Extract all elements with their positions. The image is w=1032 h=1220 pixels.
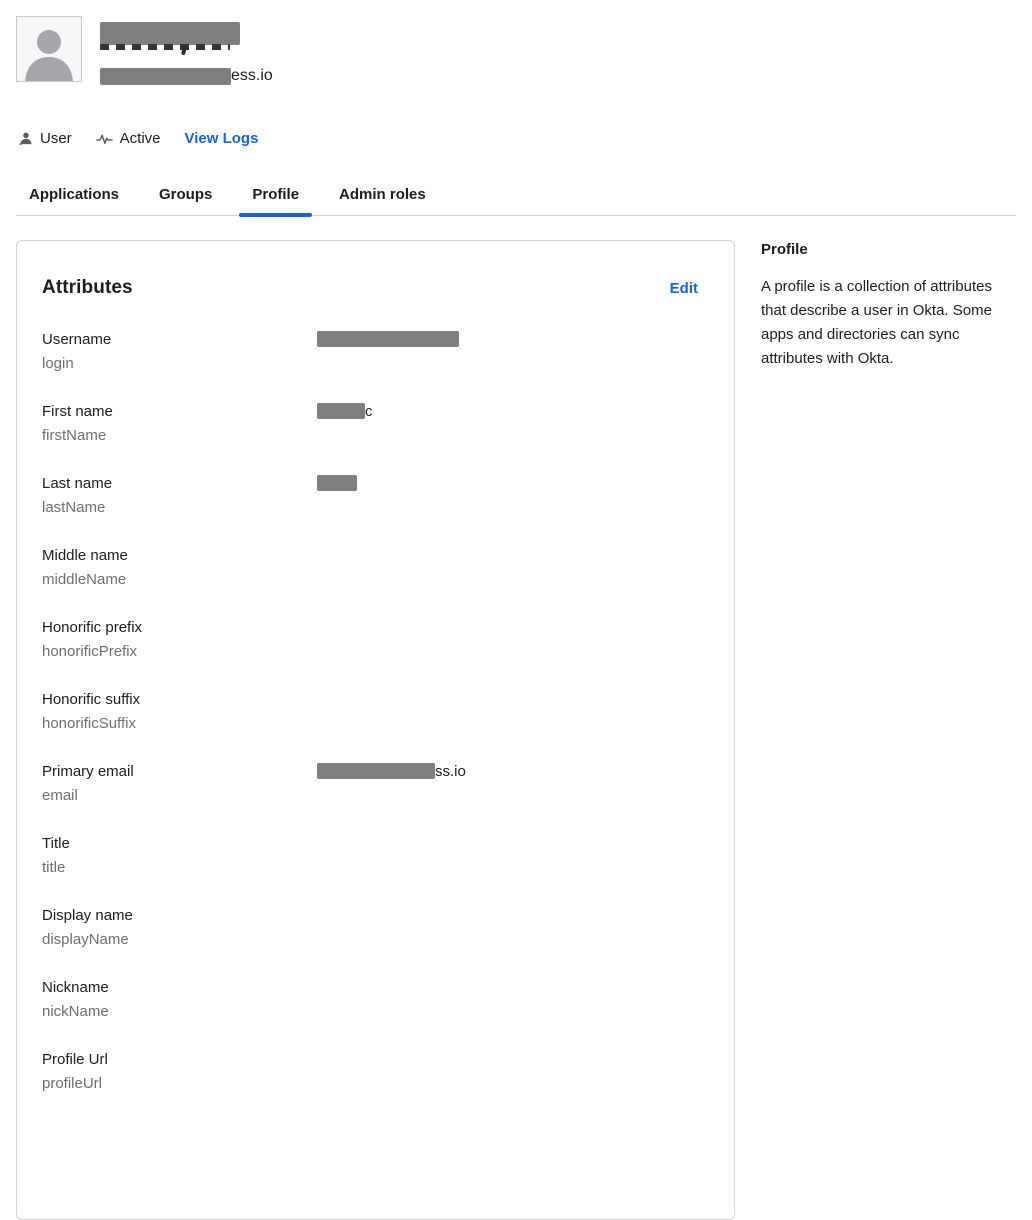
attribute-label: Profile Url <box>42 1051 108 1068</box>
tab-profile[interactable]: Profile <box>239 186 312 215</box>
attribute-row <box>42 1050 698 1094</box>
attribute-value <box>317 402 373 446</box>
attribute-row <box>42 690 698 734</box>
attribute-row <box>42 474 698 518</box>
redacted-user-name <box>100 22 240 45</box>
user-type <box>18 130 72 147</box>
attribute-labels <box>42 906 317 950</box>
redacted-attribute-value <box>317 403 365 419</box>
attribute-labels <box>42 546 317 590</box>
attribute-labels <box>42 690 317 734</box>
user-meta-row <box>16 130 1016 147</box>
attribute-key: lastName <box>42 499 106 516</box>
attribute-key: email <box>42 787 78 804</box>
card-title: Attributes <box>42 277 133 298</box>
attribute-row <box>42 402 698 446</box>
help-title: Profile <box>761 241 808 258</box>
tab-admin-roles[interactable]: Admin roles <box>339 186 426 203</box>
status-badge <box>96 130 161 147</box>
attribute-row <box>42 618 698 662</box>
attribute-labels <box>42 330 317 374</box>
attribute-key: login <box>42 355 74 372</box>
user-email-line <box>100 67 273 85</box>
attribute-key: firstName <box>42 427 107 444</box>
user-email-suffix: ess.io <box>231 67 273 84</box>
attribute-labels <box>42 402 317 446</box>
attribute-key: profileUrl <box>42 1075 103 1092</box>
redacted-name-remnant <box>100 44 230 50</box>
main-content <box>16 240 1016 1220</box>
redacted-attribute-value <box>317 331 459 347</box>
attribute-value-suffix: c <box>365 403 373 420</box>
attribute-rows <box>42 330 698 1094</box>
attribute-labels <box>42 762 317 806</box>
attribute-key: title <box>42 859 66 876</box>
help-description: A profile is a collection of attributes that describe a user in Okta. Some apps and directories can sync attributes with Okta. <box>761 278 992 367</box>
attribute-label: Username <box>42 331 112 348</box>
attribute-label: First name <box>42 403 113 420</box>
attribute-value-suffix: ss.io <box>435 763 466 780</box>
attribute-key: displayName <box>42 931 129 948</box>
view-logs-link[interactable]: View Logs <box>184 130 259 147</box>
attribute-labels <box>42 978 317 1022</box>
attribute-labels <box>42 1050 317 1094</box>
attribute-row <box>42 330 698 374</box>
attribute-row <box>42 762 698 806</box>
attributes-card-header <box>42 277 698 299</box>
attribute-value <box>317 762 466 806</box>
user-type-label: User <box>40 130 72 147</box>
attribute-labels <box>42 474 317 518</box>
attribute-label: Last name <box>42 475 113 492</box>
user-header <box>0 0 1032 85</box>
attribute-value <box>317 474 357 518</box>
redacted-user-email <box>100 68 231 85</box>
attribute-row <box>42 906 698 950</box>
attribute-labels <box>42 618 317 662</box>
profile-help-panel <box>761 240 1016 371</box>
tab-applications[interactable]: Applications <box>29 186 120 203</box>
attribute-label: Middle name <box>42 547 128 564</box>
attribute-label: Nickname <box>42 979 109 996</box>
attribute-row <box>42 978 698 1022</box>
attribute-row <box>42 834 698 878</box>
redacted-attribute-value <box>317 763 435 779</box>
activity-pulse-icon <box>96 132 113 146</box>
attributes-card <box>16 240 735 1220</box>
attribute-key: honorificPrefix <box>42 643 138 660</box>
tabs <box>16 186 1016 216</box>
attribute-row <box>42 546 698 590</box>
attribute-label: Display name <box>42 907 133 924</box>
user-identity <box>100 16 273 85</box>
avatar <box>16 16 82 82</box>
attribute-key: middleName <box>42 571 127 588</box>
attribute-labels <box>42 834 317 878</box>
user-icon <box>18 131 33 146</box>
attribute-label: Title <box>42 835 70 852</box>
attribute-value <box>317 330 459 374</box>
tab-groups[interactable]: Groups <box>159 186 213 203</box>
redacted-attribute-value <box>317 475 357 491</box>
user-status-label: Active <box>119 130 161 147</box>
attribute-key: nickName <box>42 1003 109 1020</box>
attribute-label: Honorific prefix <box>42 619 143 636</box>
attribute-label: Primary email <box>42 763 134 780</box>
attribute-key: honorificSuffix <box>42 715 136 732</box>
person-silhouette-icon <box>17 17 81 81</box>
attribute-label: Honorific suffix <box>42 691 141 708</box>
edit-button[interactable]: Edit <box>669 280 698 297</box>
